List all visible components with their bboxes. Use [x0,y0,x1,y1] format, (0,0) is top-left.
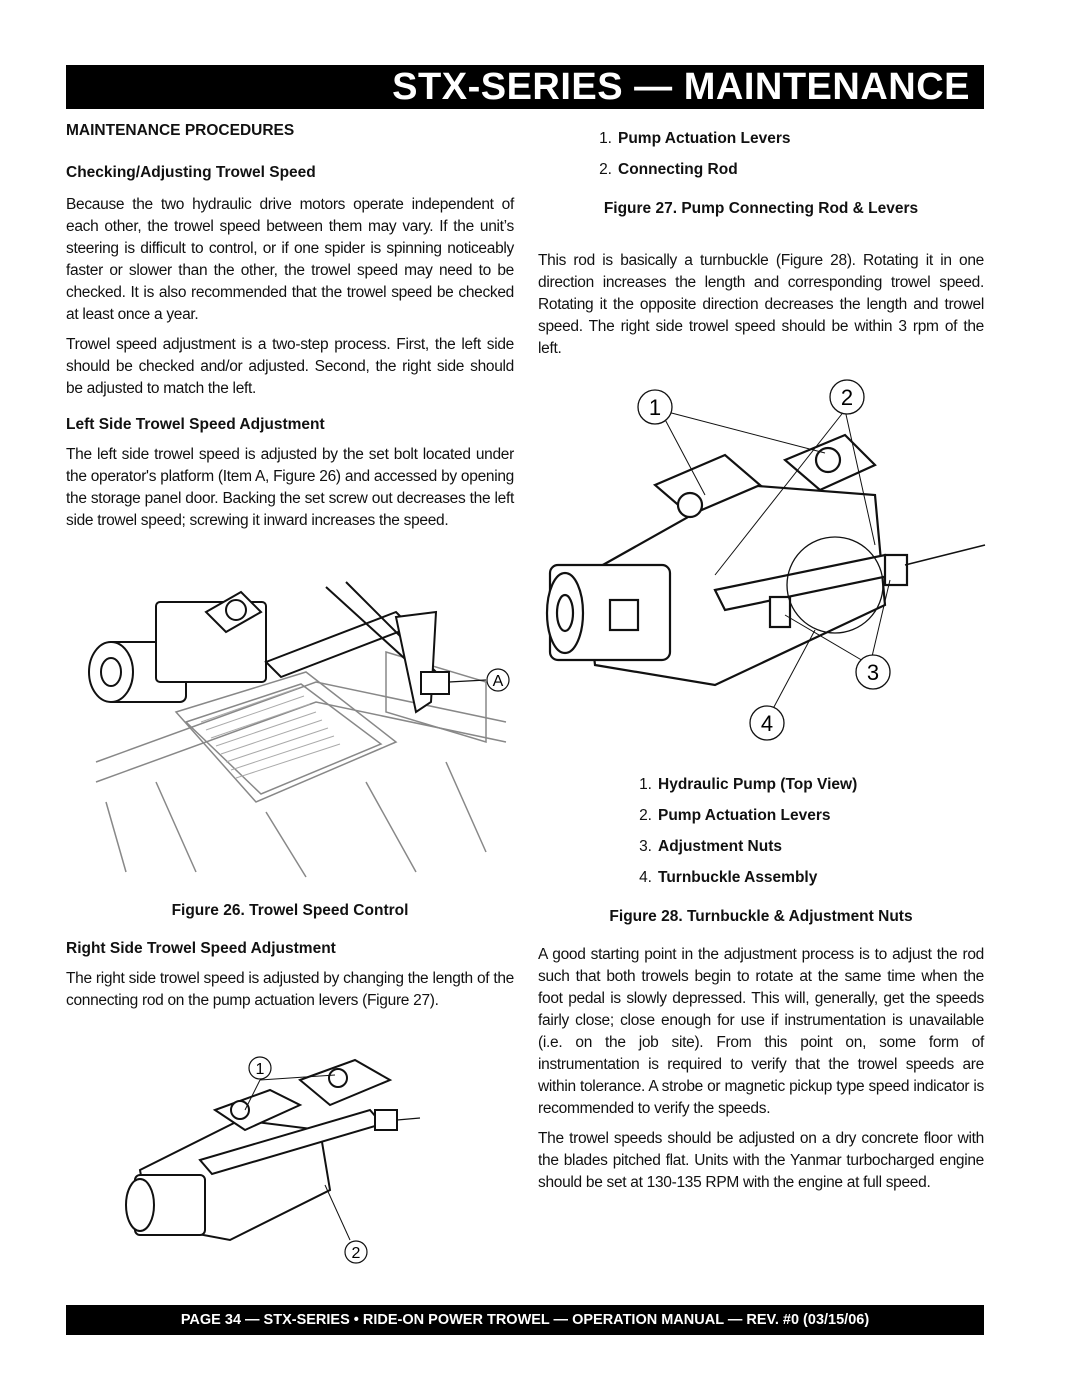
list-item: 2. Pump Actuation Levers [639,807,831,824]
figure-27-legend [590,128,984,190]
paragraph-right-side: The right side trowel speed is adjusted by changing the length of the connecting rod on the pump actuation levers (Figure 27). [66,970,514,1009]
paragraph-starting-point: A good starting point in the adjustment process is to adjust the rod such that both trowels begin to rotate at the same time when the foot pedal is slowly depressed. This will, generally, get the speeds fairly close; close enough for use if instrumentation is unavailable (i.e. on the job site). From this point on, some form of instrumentation is required to verify that the trowel speeds are within tolerance. A strobe or magnetic pickup type speed indicator is recommended to verify the speeds. [538,946,984,1117]
figure-28-callout-4: 4 [760,711,774,736]
figure-28-callout-2: 2 [840,385,854,410]
figure-26-caption: Figure 26. Trowel Speed Control [171,902,409,919]
figure-27-callout-1: 1 [255,1061,265,1078]
figure-28-callout-3: 3 [866,660,880,685]
right-column-lower [538,774,984,1194]
figure-28-caption: Figure 28. Turnbuckle & Adjustment Nuts [609,908,913,925]
header-bar [66,65,984,109]
paragraph-two-step: Trowel speed adjustment is a two-step process. First, the left side should be checked and/or adjusted. Second, the right side should be adjusted to match the left. [66,336,514,397]
left-column [66,122,514,532]
figure-28-legend [630,774,984,898]
right-column [538,128,984,360]
page-title: STX-SERIES — MAINTENANCE [392,66,970,108]
footer-bar [66,1305,984,1335]
subheading-left-side: Left Side Trowel Speed Adjustment [66,416,325,433]
list-item: 1. Pump Actuation Levers [599,130,791,147]
section-title: MAINTENANCE PROCEDURES [66,122,295,139]
figure-27-caption: Figure 27. Pump Connecting Rod & Levers [603,200,919,217]
list-item: 3. Adjustment Nuts [639,838,782,855]
left-column-lower [66,902,514,1012]
list-item: 2. Connecting Rod [599,161,738,178]
figure-28-callout-1: 1 [648,395,662,420]
subheading-checking: Checking/Adjusting Trowel Speed [66,164,316,181]
list-item: 4. Turnbuckle Assembly [639,869,818,886]
figure-27-illustration [120,1050,420,1265]
figure-28-illustration [545,385,985,750]
paragraph-turnbuckle: This rod is basically a turnbuckle (Figure 28). Rotating it in one direction increases the length and corresponding trowel speed. Rotating it the opposite direction decreases the length and trowel speed. The right side trowel speed should be within 3 rpm of the left. [538,252,984,357]
paragraph-left-side: The left side trowel speed is adjusted by the set bolt located under the operator's platform (Item A, Figure 26) and accessed by opening the storage panel door. Backing the set screw out decreases the left side trowel speed; screwing it inward increases the speed. [66,446,514,529]
paragraph-intro: Because the two hydraulic drive motors operate independent of each other, the trowel speed between them may vary. If the unit’s steering is difficult to control, or if one spider is spinning noticeably faster or slower than the other, the trowel speed may need to be checked. It is also recommended that the trowel speed be checked at least once a year. [66,196,514,323]
list-item: 1. Hydraulic Pump (Top View) [639,776,858,793]
figure-26-illustration [66,572,516,892]
figure-27-callout-2: 2 [351,1245,361,1262]
footer-text: PAGE 34 — STX-SERIES • RIDE-ON POWER TROWEL — OPERATION MANUAL — REV. #0 (03/15/06) [180,1312,870,1328]
paragraph-dry-floor: The trowel speeds should be adjusted on a dry concrete floor with the blades pitched flat. Units with the Yanmar turbocharged engine should be set at 130-135 RPM with the engine at full speed. [538,1130,984,1191]
figure-26-callout-a: A [492,673,504,690]
subheading-right-side: Right Side Trowel Speed Adjustment [66,940,336,957]
